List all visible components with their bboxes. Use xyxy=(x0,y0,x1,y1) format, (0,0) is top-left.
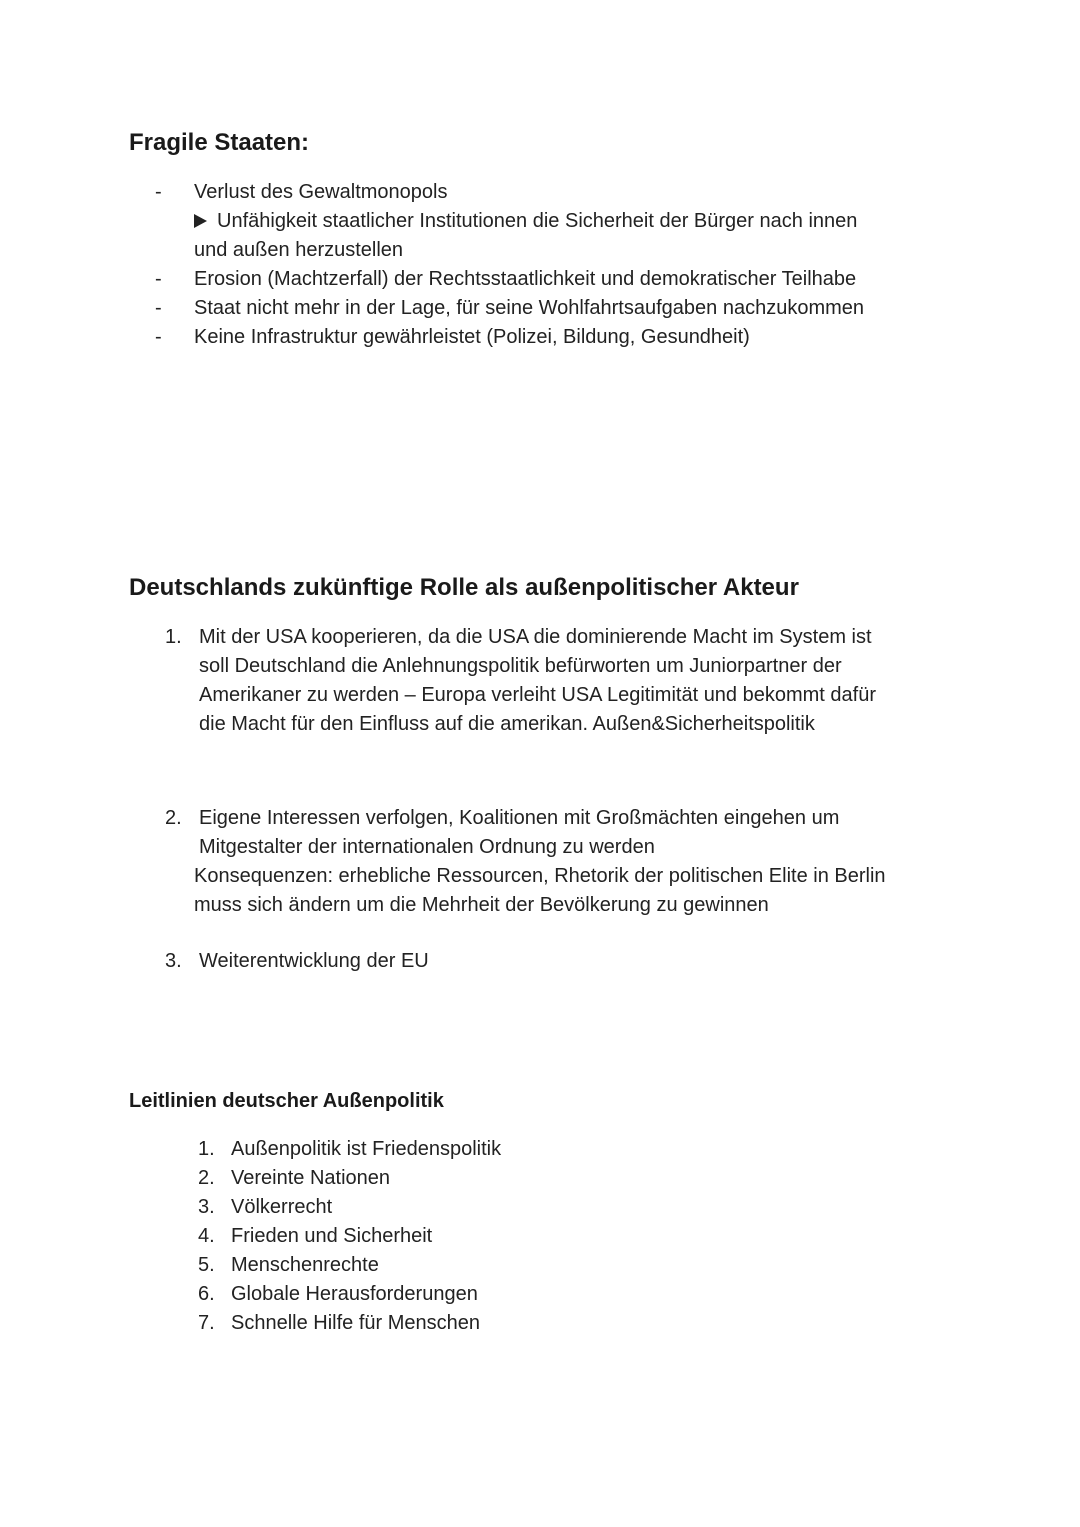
list-item-sub-cont: und außen herzustellen xyxy=(194,239,404,261)
list-item: Globale Herausforderungen xyxy=(231,1283,478,1305)
list-item: Menschenrechte xyxy=(231,1254,379,1276)
list-number: 3. xyxy=(165,950,182,972)
consequences-text: Konsequenzen: erhebliche Ressourcen, Rhetorik der politischen Elite in Berlin xyxy=(194,865,886,887)
list-number: 6. xyxy=(198,1283,215,1305)
list-bullet: - xyxy=(155,326,162,348)
list-number: 1. xyxy=(198,1138,215,1160)
list-item: Eigene Interessen verfolgen, Koalitionen mit Großmächten eingehen um xyxy=(199,807,840,829)
list-number: 2. xyxy=(198,1167,215,1189)
list-item-cont: die Macht für den Einfluss auf die amerikan. Außen&Sicherheitspolitik xyxy=(199,713,815,735)
list-bullet: - xyxy=(155,268,162,290)
list-item: Schnelle Hilfe für Menschen xyxy=(231,1312,481,1334)
list-bullet: - xyxy=(155,181,162,203)
list-item-cont: soll Deutschland die Anlehnungspolitik befürworten um Juniorpartner der xyxy=(199,655,842,677)
list-item: Vereinte Nationen xyxy=(231,1167,391,1189)
list-item-sub-text: Unfähigkeit staatlicher Institutionen die Sicherheit der Bürger nach innen xyxy=(217,210,858,232)
heading-deutschlands-rolle: Deutschlands zukünftige Rolle als außenpolitischer Akteur xyxy=(129,574,799,601)
list-number: 4. xyxy=(198,1225,215,1247)
heading-leitlinien: Leitlinien deutscher Außenpolitik xyxy=(129,1090,444,1112)
list-item: Verlust des Gewaltmonopols xyxy=(194,181,448,203)
list-item-cont: Mitgestalter der internationalen Ordnung zu werden xyxy=(199,836,655,858)
list-number: 5. xyxy=(198,1254,215,1276)
list-item: Weiterentwicklung der EU xyxy=(199,950,429,972)
list-item: Frieden und Sicherheit xyxy=(231,1225,433,1247)
list-item-sub xyxy=(194,207,857,236)
list-item: Außenpolitik ist Friedenspolitik xyxy=(231,1138,502,1160)
list-item: Keine Infrastruktur gewährleistet (Polizei, Bildung, Gesundheit) xyxy=(194,326,750,348)
list-item: Erosion (Machtzerfall) der Rechtsstaatlichkeit und demokratischer Teilhabe xyxy=(194,268,857,290)
list-item-cont: Amerikaner zu werden – Europa verleiht USA Legitimität und bekommt dafür xyxy=(199,684,877,706)
list-item: Völkerrecht xyxy=(231,1196,333,1218)
consequences-text-cont: muss sich ändern um die Mehrheit der Bevölkerung zu gewinnen xyxy=(194,894,769,916)
list-bullet: - xyxy=(155,297,162,319)
triangle-right-icon xyxy=(194,214,207,228)
list-number: 7. xyxy=(198,1312,215,1334)
list-item: Mit der USA kooperieren, da die USA die dominierende Macht im System ist xyxy=(199,626,872,648)
heading-fragile-staaten: Fragile Staaten: xyxy=(129,129,310,156)
list-item: Staat nicht mehr in der Lage, für seine Wohlfahrtsaufgaben nachzukommen xyxy=(194,297,865,319)
list-number: 3. xyxy=(198,1196,215,1218)
list-number: 1. xyxy=(165,626,182,648)
list-number: 2. xyxy=(165,807,182,829)
